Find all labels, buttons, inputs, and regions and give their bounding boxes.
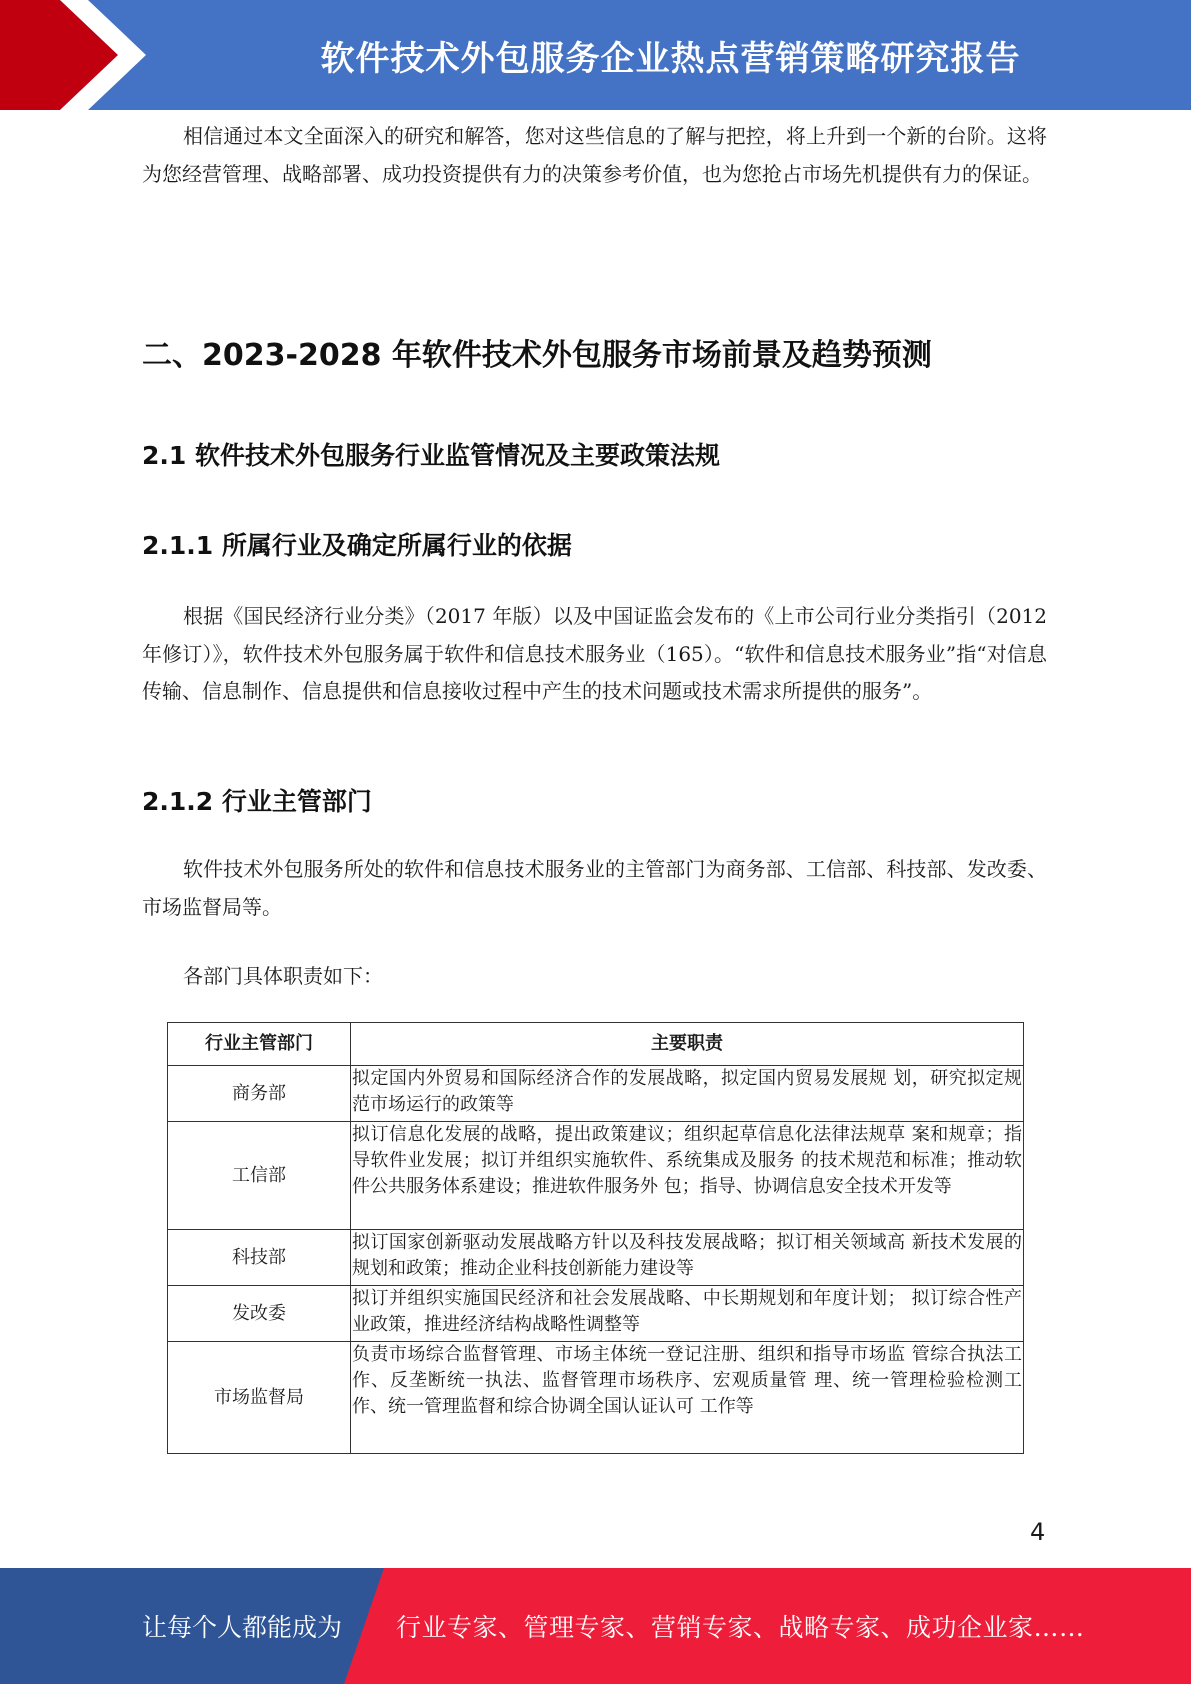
table-cell-dept: 发改委 [168,1286,351,1342]
department-duties-table [167,1022,1024,1454]
table-row [168,1342,1024,1454]
footer-slogan-left: 让每个人都能成为 [142,1613,343,1642]
table-row [168,1286,1024,1342]
table-cell-dept: 科技部 [168,1230,351,1286]
table-header-dept: 行业主管部门 [168,1023,351,1066]
header-title: 软件技术外包服务企业热点营销策略研究报告 [320,38,1021,79]
table-row [168,1122,1024,1230]
table-cell-dept: 市场监督局 [168,1342,351,1454]
table-row [168,1066,1024,1122]
subsection-title-2-1-2: 2.1.2 行业主管部门 [142,787,372,816]
subsection-title-2-1-1: 2.1.1 所属行业及确定所属行业的依据 [142,531,572,560]
subsection-title-2-1: 2.1 软件技术外包服务行业监管情况及主要政策法规 [142,441,720,470]
table-row [168,1230,1024,1286]
table-header-row [168,1023,1024,1066]
authorities-paragraph: 软件技术外包服务所处的软件和信息技术服务业的主管部门为商务部、工信部、科技部、发改委、市场监督局等。 [142,857,1047,919]
duties-intro-paragraph: 各部门具体职责如下： [183,964,383,988]
industry-basis-paragraph: 根据《国民经济行业分类》（2017 年版）以及中国证监会发布的《上市公司行业分类指引（2012 年修订）》，软件技术外包服务属于软件和信息技术服务业（165）。“软件和信息技术服务业”指“对信息传输、信息制作、信息提供和信息接收过程中产生的技术问题或技术需求所提供的服务”。 [142,604,1047,703]
footer-slogan-right: 行业专家、管理专家、营销专家、战略专家、成功企业家…… [396,1613,1085,1642]
table-cell-duty: 拟订信息化发展的战略，提出政策建议；组织起草信息化法律法规草 案和规章；指导软件业发展；拟订并组织实施软件、系统集成及服务 的技术规范和标准；推动软件公共服务体系建设；推进软件服务外 包；指导、协调信息安全技术开发等 [351,1122,1024,1230]
table-cell-duty: 拟订并组织实施国民经济和社会发展战略、中长期规划和年度计划； 拟订综合性产业政策，推进经济结构战略性调整等 [351,1286,1024,1342]
section-title: 二、2023-2028 年软件技术外包服务市场前景及趋势预测 [142,338,932,373]
page-number: 4 [1030,1518,1046,1546]
intro-paragraph: 相信通过本文全面深入的研究和解答，您对这些信息的了解与把控，将上升到一个新的台阶。这将为您经营管理、战略部署、成功投资提供有力的决策参考价值，也为您抢占市场先机提供有力的保证。 [142,124,1047,186]
table-cell-duty: 拟订国家创新驱动发展战略方针以及科技发展战略；拟订相关领域高 新技术发展的规划和政策；推动企业科技创新能力建设等 [351,1230,1024,1286]
page-header [0,0,1191,110]
table-header-duty: 主要职责 [351,1023,1024,1066]
table-cell-duty: 负责市场综合监督管理、市场主体统一登记注册、组织和指导市场监 管综合执法工作、反垄断统一执法、监督管理市场秩序、宏观质量管 理、统一管理检验检测工作、统一管理监督和综合协调全国认证认可 工作等 [351,1342,1024,1454]
page-footer [0,1568,1191,1684]
table-cell-dept: 工信部 [168,1122,351,1230]
table-cell-duty: 拟定国内外贸易和国际经济合作的发展战略，拟定国内贸易发展规 划，研究拟定规范市场运行的政策等 [351,1066,1024,1122]
table-cell-dept: 商务部 [168,1066,351,1122]
